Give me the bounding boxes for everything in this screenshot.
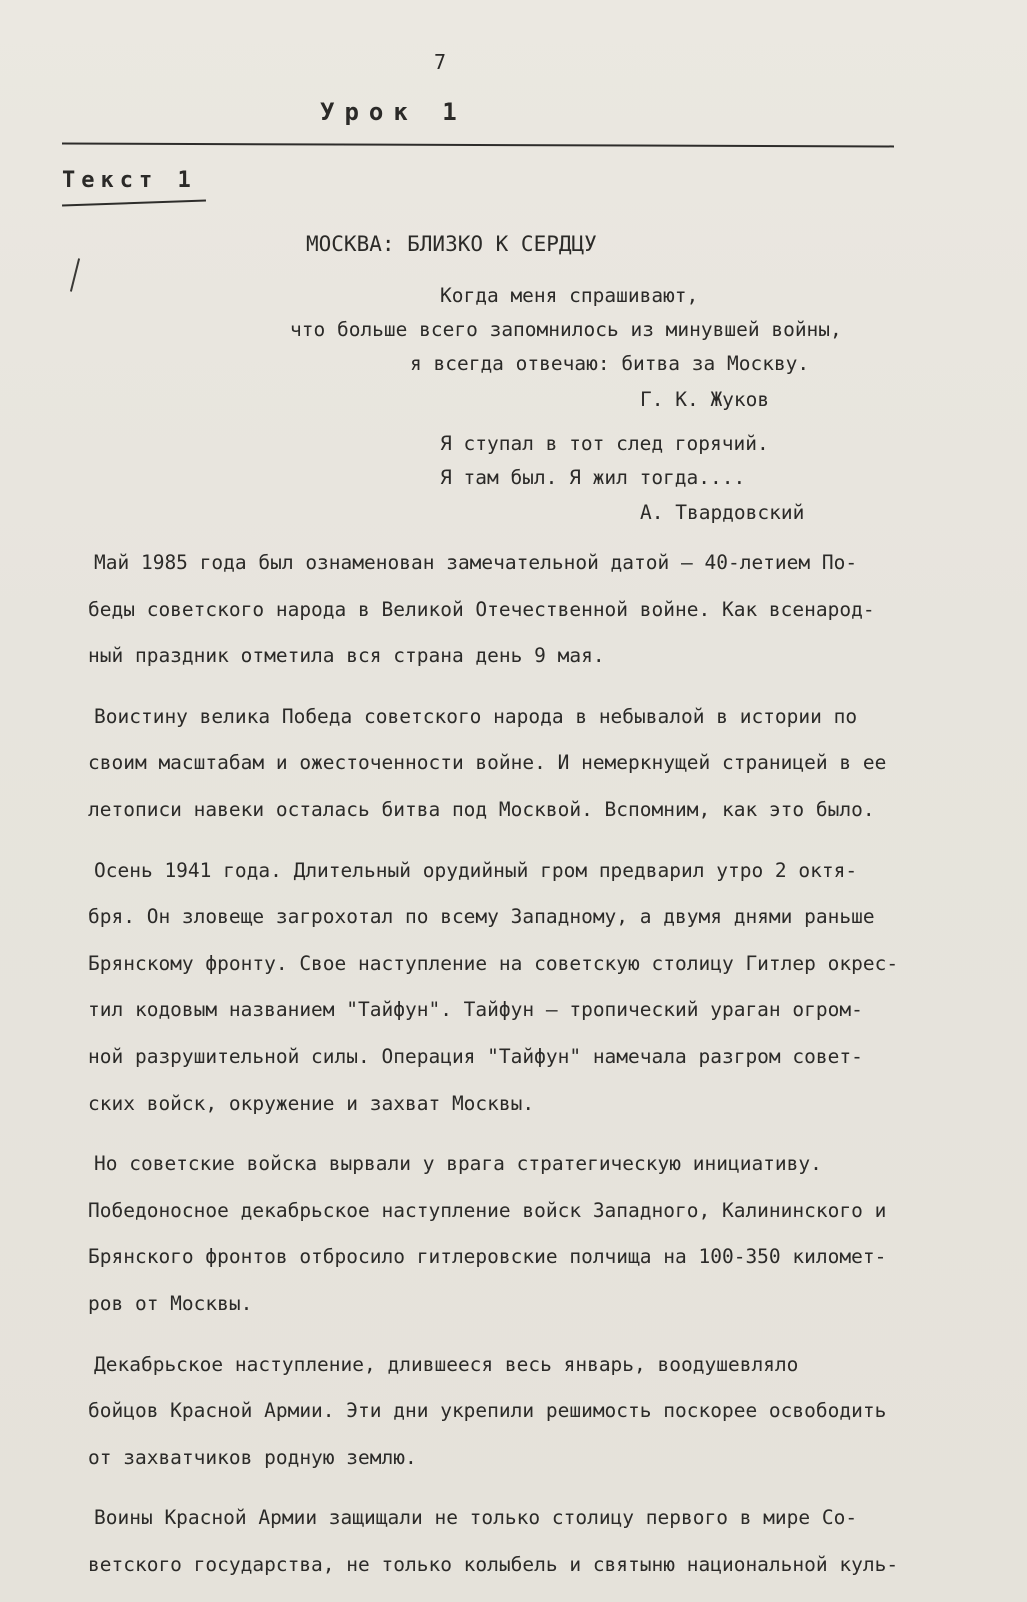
epigraph-line: Я там был. Я жил тогда.... xyxy=(440,466,746,489)
paragraph xyxy=(88,1141,920,1327)
article-title: МОСКВА: БЛИЗКО К СЕРДЦУ xyxy=(306,232,597,256)
paragraph xyxy=(88,1495,920,1588)
text-heading: Текст 1 xyxy=(62,168,197,193)
text-line: Брянского фронтов отбросило гитлеровские полчища на 100-350 километ- xyxy=(88,1245,887,1269)
text-line: от захватчиков родную землю. xyxy=(88,1445,417,1469)
text-line: Декабрьское наступление, длившееся весь январь, воодушевляло xyxy=(94,1352,799,1376)
text-line: Май 1985 года был ознаменован замечательной датой – 40-летием По- xyxy=(94,551,858,574)
body-text xyxy=(88,540,920,1602)
text-line: ветского государства, не только колыбель и святыню национальной куль- xyxy=(88,1552,899,1576)
text-line: бойцов Красной Армии. Эти дни укрепили решимость поскорее освободить xyxy=(88,1399,887,1423)
text-line: летописи навеки осталась битва под Москвой. Вспомним, как это было. xyxy=(88,797,875,821)
epigraph-author: А. Твардовский xyxy=(640,501,805,524)
paragraph xyxy=(88,848,920,1128)
text-line: ной разрушительной силы. Операция "Тайфун" намечала разгром совет- xyxy=(88,1044,863,1068)
page-number: 7 xyxy=(433,50,447,74)
text-line: Брянскому фронту. Свое наступление на советскую столицу Гитлер окрес- xyxy=(88,951,899,975)
text-line: Осень 1941 года. Длительный орудийный гром предварил утро 2 октя- xyxy=(94,858,858,882)
epigraph-line: я всегда отвечаю: битва за Москву. xyxy=(410,352,810,375)
text-line: беды советского народа в Великой Отечественной войне. Как всенарод- xyxy=(88,597,875,621)
text-line: Но советские войска вырвали у врага стратегическую инициативу. xyxy=(94,1152,822,1176)
text-line: ров от Москвы. xyxy=(88,1291,253,1315)
paragraph xyxy=(88,540,920,680)
header-rule xyxy=(62,143,894,148)
text-line: Воины Красной Армии защищали не только столицу первого в мире Со- xyxy=(94,1506,858,1530)
text-line: тил кодовым названием "Тайфун". Тайфун – тропический ураган огром- xyxy=(88,998,863,1022)
epigraph-line: Я ступал в тот след горячий. xyxy=(440,432,769,455)
text-line: Победоносное декабрьское наступление войск Западного, Калининского и xyxy=(88,1198,887,1222)
text-line: Воистину велика Победа советского народа в небывалой в истории по xyxy=(94,704,858,728)
text-line: ный праздник отметила вся страна день 9 мая. xyxy=(88,644,605,668)
lesson-title: Урок 1 xyxy=(320,98,467,126)
epigraph-line: что больше всего запомнилось из минувшей войны, xyxy=(290,318,842,341)
text-line: ских войск, окружение и захват Москвы. xyxy=(88,1091,535,1115)
epigraph-line: Когда меня спрашивают, xyxy=(440,284,699,307)
paragraph xyxy=(88,1342,920,1482)
text-heading-underline xyxy=(62,199,206,206)
epigraph-author: Г. К. Жуков xyxy=(640,388,770,411)
text-line: своим масштабам и ожесточенности войне. И немеркнущей страницей в ее xyxy=(88,751,887,775)
margin-pencil-mark xyxy=(70,258,80,291)
paragraph xyxy=(88,694,920,834)
text-line: бря. Он зловеще загрохотал по всему Западному, а двумя днями раньше xyxy=(88,905,875,929)
